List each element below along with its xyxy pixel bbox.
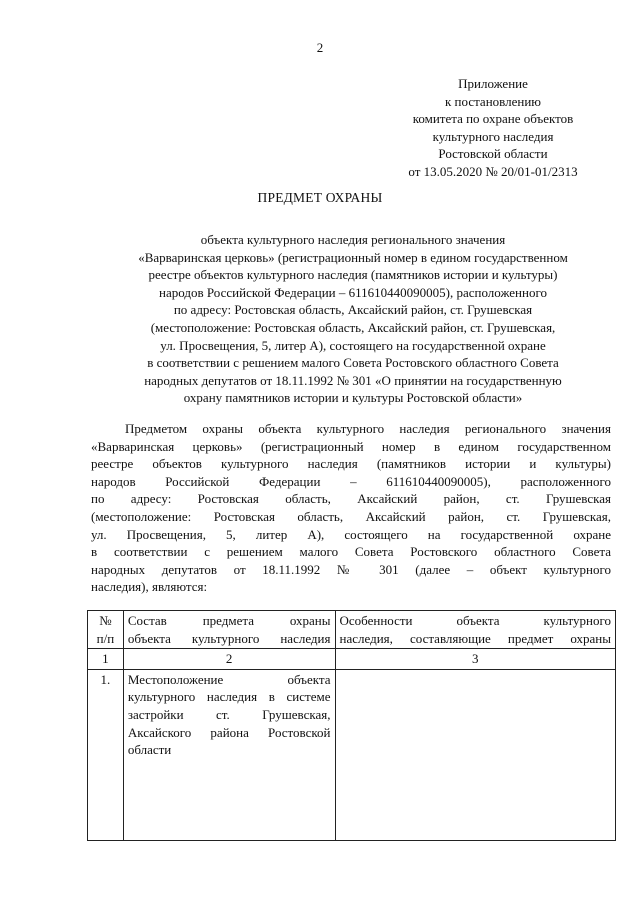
appendix-line: от 13.05.2020 № 20/01-01/2313: [408, 163, 578, 179]
subject-line: по адресу: Ростовская область, Аксайский район, ст. Грушевская: [173, 302, 533, 318]
document-title: ПРЕДМЕТ ОХРАНЫ: [257, 190, 383, 205]
table-row: [88, 669, 616, 840]
header-number-line: №: [99, 613, 112, 628]
header-number-line: п/п: [96, 630, 115, 646]
subject-line: (местоположение: Ростовская область, Аксайский район, ст. Грушевская,: [150, 319, 556, 335]
subject-line: реестре объектов культурного наследия (памятников истории и культуры): [148, 267, 558, 283]
body-line: народов Российской Федерации – 611610440090005), расположенного: [91, 473, 611, 489]
row-composition-line: Местоположение объекта: [127, 671, 331, 687]
appendix-line: Приложение: [458, 76, 528, 91]
appendix-line: к постановлению: [444, 93, 542, 109]
index-cell: 3: [335, 649, 616, 670]
header-composition-line: объекта культурного наследия: [127, 630, 331, 646]
body-line: реестре объектов культурного наследия (памятников истории и культуры): [91, 456, 611, 472]
index-cell: 2: [123, 649, 335, 670]
protection-subject-table: [87, 610, 616, 841]
body-paragraph: [91, 420, 611, 596]
appendix-line: комитета по охране объектов: [412, 111, 574, 126]
subject-line: народных депутатов от 18.11.1992 № 301 «О принятии на государственную: [144, 372, 562, 388]
header-features-line: наследия, составляющие предмет охраны: [339, 630, 611, 646]
body-line: Предметом охраны объекта культурного наследия регионального значения: [125, 421, 611, 436]
subject-line: охрану памятников истории и культуры Ростовской области»: [183, 390, 523, 406]
row-number: 1.: [88, 669, 124, 840]
appendix-line: Ростовской области: [438, 146, 548, 161]
row-composition-line: области: [127, 742, 172, 758]
appendix-block: [380, 75, 606, 180]
body-line: в соответствии с решением малого Совета Ростовского областного Совета: [91, 544, 611, 560]
row-composition: [123, 669, 335, 840]
subject-line: народов Российской Федерации – 611610440090005), расположенного: [159, 284, 547, 300]
index-cell: 1: [88, 649, 124, 670]
table-header-row: [88, 611, 616, 649]
row-composition-line: культурного наследия в системе: [127, 689, 331, 705]
appendix-line: культурного наследия: [432, 128, 554, 144]
subject-line: «Варваринская церковь» (регистрационный номер в едином государственном: [138, 249, 568, 265]
header-features-line: Особенности объекта культурного: [339, 613, 611, 628]
body-line: народных депутатов от 18.11.1992 № 301 (далее – объект культурного: [91, 561, 611, 577]
body-line: (местоположение: Ростовская область, Аксайский район, ст. Грушевская,: [91, 508, 611, 524]
row-composition-line: Аксайского района Ростовской: [127, 724, 331, 740]
body-line: ул. Просвещения, 5, литер А), состоящего на государственной охране: [91, 526, 611, 542]
header-number: [88, 611, 124, 649]
body-line: по адресу: Ростовская область, Аксайский район, ст. Грушевская: [91, 491, 611, 507]
row-features: [335, 669, 616, 840]
subject-line: объекта культурного наследия регионального значения: [200, 232, 506, 247]
body-line: «Варваринская церковь» (регистрационный номер в едином государственном: [91, 438, 611, 454]
subject-line: в соответствии с решением малого Совета Ростовского областного Совета: [147, 355, 559, 371]
row-composition-line: застройки ст. Грушевская,: [127, 706, 331, 722]
table-index-row: [88, 649, 616, 670]
subject-paragraph: [88, 231, 618, 407]
header-composition: [123, 611, 335, 649]
header-features: [335, 611, 616, 649]
header-composition-line: Состав предмета охраны: [127, 613, 331, 628]
body-line: наследия), являются:: [91, 579, 208, 595]
page-number: 2: [316, 40, 324, 55]
subject-line: ул. Просвещения, 5, литер А), состоящего на государственной охране: [160, 337, 546, 353]
